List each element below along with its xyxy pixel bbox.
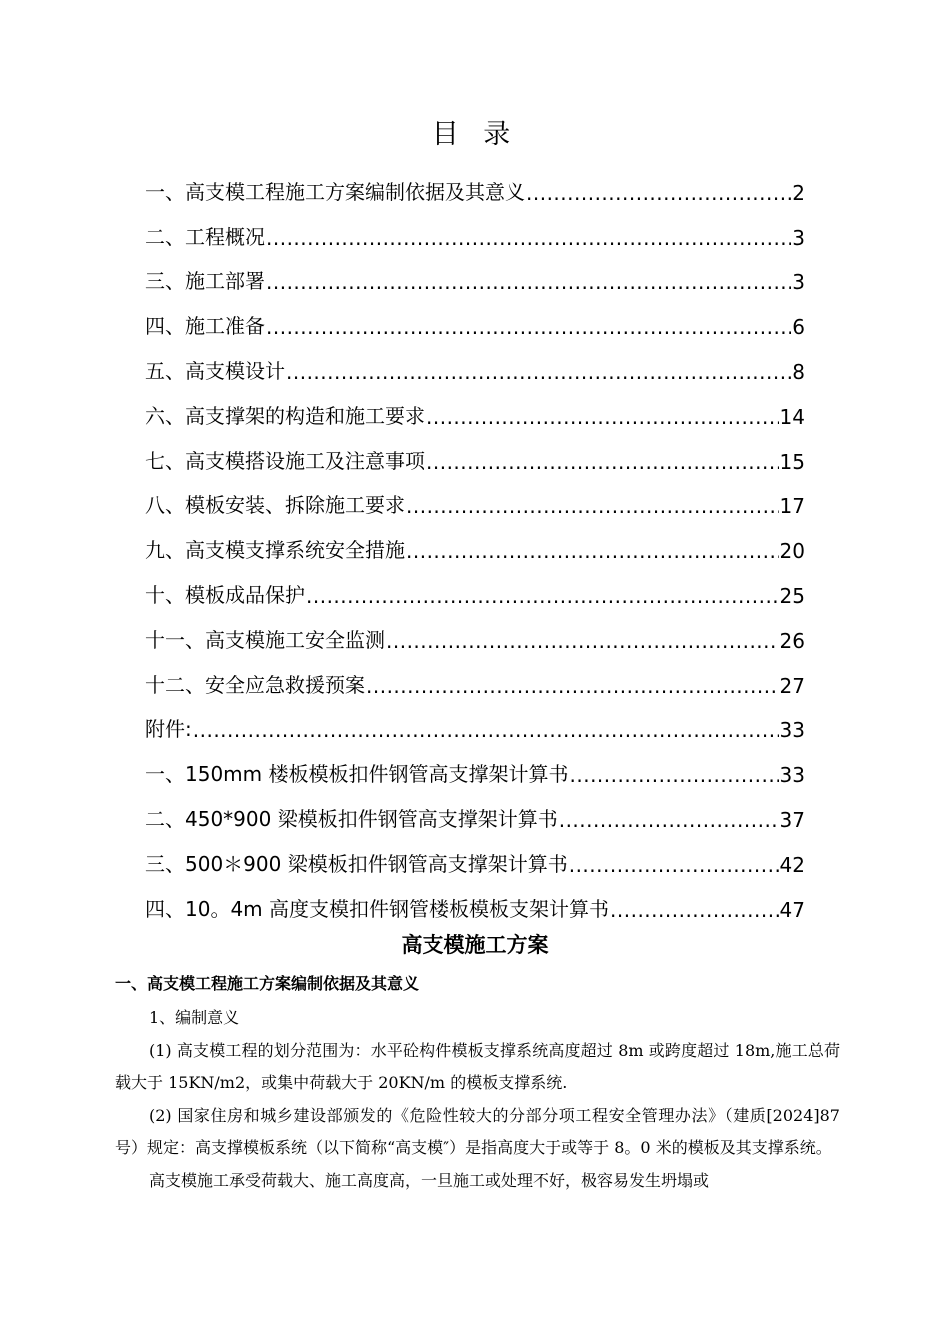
toc-entry-label: 三、施工部署 [145, 269, 265, 294]
toc-entry-label: 二、450*900 梁模板扣件钢管高支撑架计算书 [145, 806, 558, 831]
toc-entry-page: 33 [779, 763, 805, 788]
toc-entry-label: 十二、安全应急救援预案 [145, 672, 365, 697]
toc-entry-page: 26 [779, 628, 805, 653]
toc-entry-label: 一、高支模工程施工方案编制依据及其意义 [145, 179, 525, 204]
toc-leader-dots [266, 315, 791, 339]
toc-leader-dots [610, 898, 779, 922]
toc-leader-dots [406, 494, 779, 518]
toc-leader-dots [366, 674, 779, 698]
toc-leader-dots [306, 584, 779, 608]
toc-entry-label: 八、模板安装、拆除施工要求 [145, 493, 405, 518]
toc-entry[interactable] [145, 429, 805, 474]
toc-entry-page: 3 [792, 270, 805, 295]
section-heading: 一、高支模工程施工方案编制依据及其意义 [115, 974, 420, 993]
toc-entry-label: 四、10。4m 高度支模扣件钢管楼板模板支架计算书 [145, 896, 610, 921]
toc-entry-page: 14 [779, 404, 805, 429]
document-title: 高支模施工方案 [401, 933, 549, 957]
toc-entry-label: 五、高支模设计 [145, 358, 285, 383]
toc-entry-label: 一、150mm 楼板模板扣件钢管高支撑架计算书 [145, 762, 569, 787]
toc-entry-label: 附件: [145, 717, 192, 742]
toc-entry-label: 四、施工准备 [145, 314, 265, 339]
toc-entry[interactable] [145, 787, 805, 832]
paragraph-3: 高支模施工承受荷载大、施工高度高，一旦施工或处理不好，极容易发生坍塌或 [149, 1170, 710, 1190]
toc-entry[interactable] [145, 698, 805, 743]
toc-leader-dots [406, 539, 779, 563]
toc-entry[interactable] [145, 384, 805, 429]
toc-entry[interactable] [145, 742, 805, 787]
toc-leader-dots [426, 405, 779, 429]
toc-entry-label: 二、工程概况 [145, 224, 265, 249]
toc-entry[interactable] [145, 339, 805, 384]
toc-entry-page: 25 [779, 583, 805, 608]
toc-entry-page: 17 [779, 494, 805, 519]
toc-entry-page: 47 [779, 897, 805, 922]
toc-entry[interactable] [145, 250, 805, 295]
toc-leader-dots [386, 629, 779, 653]
toc-entry[interactable] [145, 653, 805, 698]
toc-entry-page: 27 [779, 673, 805, 698]
toc-leader-dots [526, 181, 791, 205]
toc-leader-dots [286, 360, 791, 384]
toc-entry[interactable] [145, 474, 805, 519]
toc-list [145, 160, 805, 922]
toc-entry[interactable] [145, 877, 805, 922]
toc-entry[interactable] [145, 563, 805, 608]
toc-entry-label: 六、高支撑架的构造和施工要求 [145, 403, 425, 428]
toc-entry-label: 七、高支模搭设施工及注意事项 [145, 448, 425, 473]
toc-entry-label: 十一、高支模施工安全监测 [145, 627, 385, 652]
toc-leader-dots [570, 763, 779, 787]
toc-entry-label: 九、高支模支撑系统安全措施 [145, 538, 405, 563]
toc-entry[interactable] [145, 518, 805, 563]
toc-entry-page: 15 [779, 449, 805, 474]
toc-entry-page: 8 [792, 359, 805, 384]
toc-entry-page: 42 [779, 852, 805, 877]
toc-entry-label: 十、模板成品保护 [145, 582, 305, 607]
toc-entry-page: 33 [779, 718, 805, 743]
paragraph-1: (1) 高支模工程的划分范围为：水平砼构件模板支撑系统高度超过 8m 或跨度超过 18m,施工总荷载大于 15KN/m2，或集中荷载大于 20KN/m 的模板支撑系统. [115, 1040, 840, 1092]
toc-leader-dots [193, 718, 779, 742]
toc-entry[interactable] [145, 608, 805, 653]
toc-entry-page: 20 [779, 539, 805, 564]
toc-entry[interactable] [145, 205, 805, 250]
toc-leader-dots [266, 270, 791, 294]
body-text [115, 1002, 840, 1197]
toc-entry-label: 三、500＊900 梁模板扣件钢管高支撑架计算书 [145, 851, 568, 876]
toc-title: 目 录 [431, 119, 519, 150]
toc-entry-page: 37 [779, 807, 805, 832]
paragraph-2: (2) 国家住房和城乡建设部颁发的《危险性较大的分部分项工程安全管理办法》（建质[2024]87 号）规定：高支撑模板系统（以下简称“高支模″）是指高度大于或等于 8。0 米的模板及其支撑系统。 [115, 1105, 840, 1157]
toc-entry[interactable] [145, 832, 805, 877]
toc-entry[interactable] [145, 294, 805, 339]
toc-leader-dots [426, 450, 779, 474]
toc-entry-page: 6 [792, 315, 805, 340]
subsection-title: 1、编制意义 [149, 1008, 240, 1027]
toc-entry-page: 2 [792, 180, 805, 205]
toc-entry[interactable] [145, 160, 805, 205]
toc-entry-page: 3 [792, 225, 805, 250]
toc-leader-dots [266, 226, 791, 250]
toc-leader-dots [569, 853, 779, 877]
toc-leader-dots [559, 808, 779, 832]
